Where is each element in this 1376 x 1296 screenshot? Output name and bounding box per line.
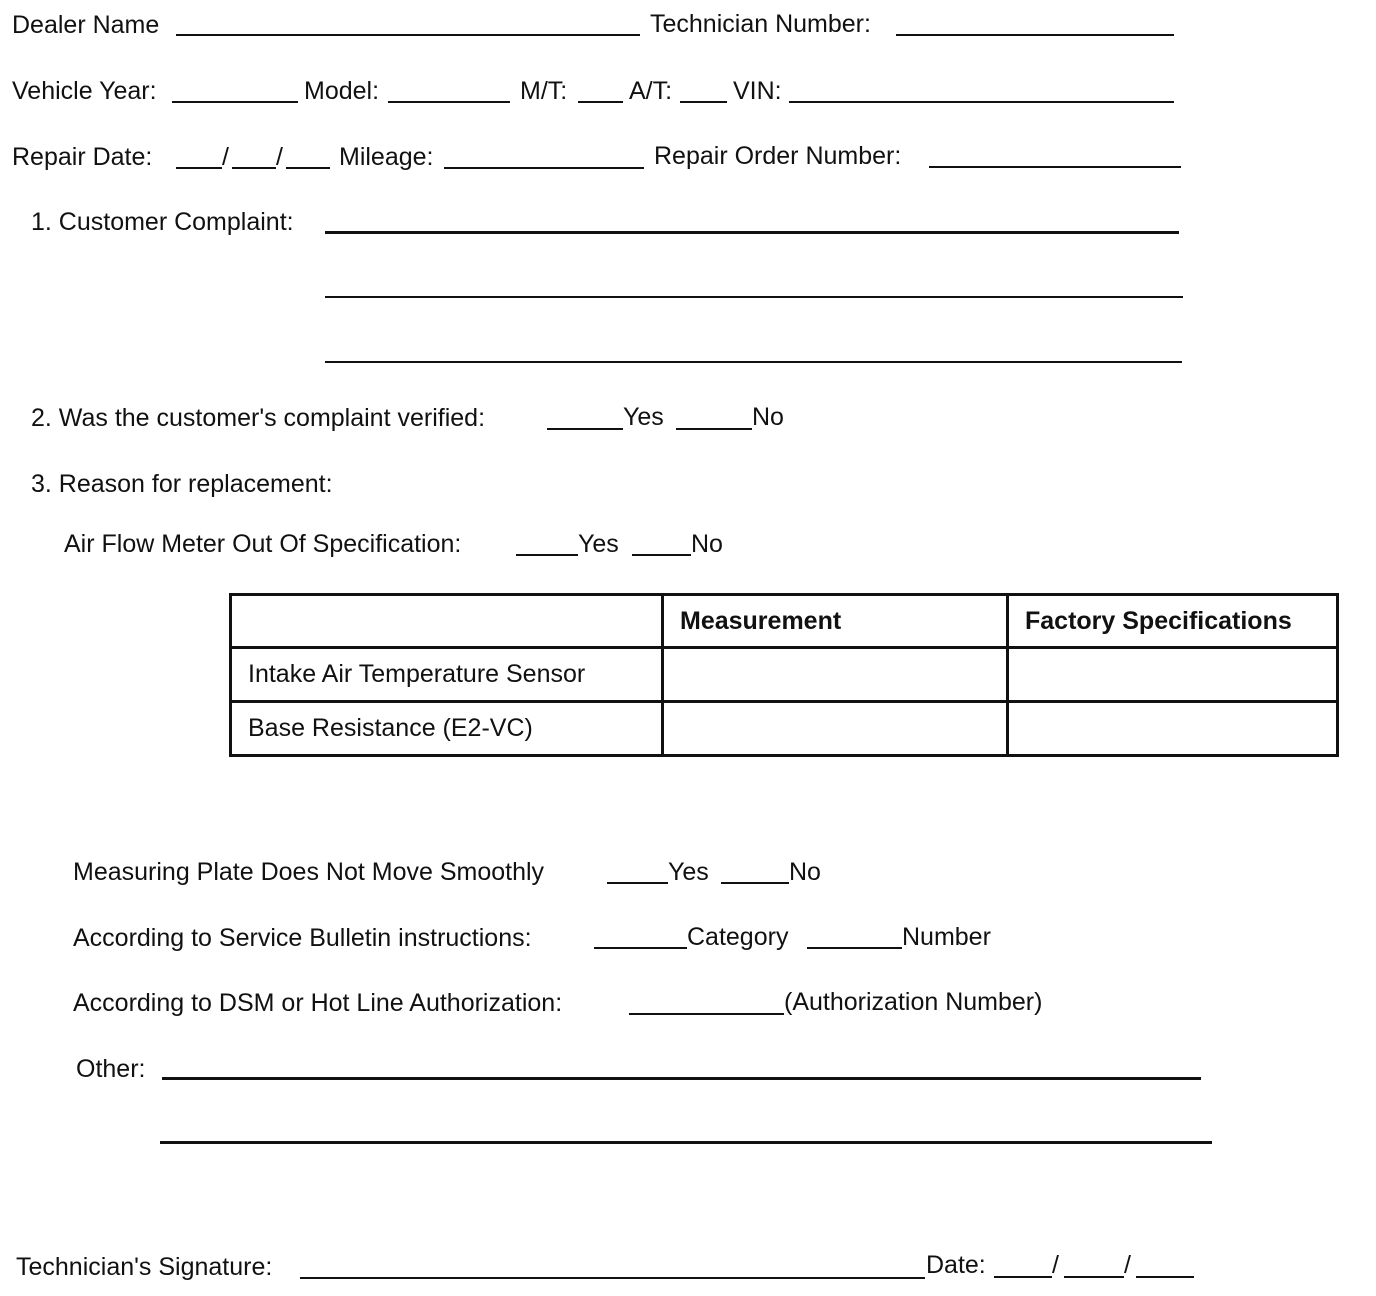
authorization-number-label: (Authorization Number) xyxy=(784,988,1043,1016)
at-field[interactable] xyxy=(680,101,727,103)
other-line-1[interactable] xyxy=(162,1077,1201,1080)
customer-complaint-line-3[interactable] xyxy=(325,361,1182,363)
signature-date-month-field[interactable] xyxy=(994,1276,1052,1278)
table-edge xyxy=(1338,648,1353,702)
measurement-table xyxy=(229,593,1353,757)
yes-label: Yes xyxy=(623,403,664,431)
table-header-factory-specs: Factory Specifications xyxy=(1008,595,1338,648)
mt-field[interactable] xyxy=(578,101,623,103)
factory-spec-cell[interactable] xyxy=(1008,648,1338,702)
complaint-verified-yes-field[interactable] xyxy=(547,428,623,430)
date-separator: / xyxy=(1052,1251,1059,1279)
measurement-cell[interactable] xyxy=(663,702,1008,756)
no-label: No xyxy=(752,403,784,431)
repair-date-month-field[interactable] xyxy=(176,167,222,169)
no-label: No xyxy=(789,858,821,886)
complaint-verified-no-field[interactable] xyxy=(676,428,752,430)
signature-date-label: Date: xyxy=(926,1251,986,1279)
technician-signature-field[interactable] xyxy=(300,1277,925,1279)
signature-date-day-field[interactable] xyxy=(1064,1276,1124,1278)
row-label: Base Resistance (E2-VC) xyxy=(231,702,663,756)
table-header-row xyxy=(231,595,1353,648)
measuring-plate-label: Measuring Plate Does Not Move Smoothly xyxy=(73,858,545,886)
measuring-plate-no-field[interactable] xyxy=(721,882,789,884)
at-label: A/T: xyxy=(629,77,673,105)
date-separator: / xyxy=(222,143,229,171)
factory-spec-cell[interactable] xyxy=(1008,702,1338,756)
reason-replacement-label: 3. Reason for replacement: xyxy=(31,470,333,498)
vin-field[interactable] xyxy=(789,101,1174,103)
date-separator: / xyxy=(276,143,283,171)
measuring-plate-yes-field[interactable] xyxy=(607,882,668,884)
customer-complaint-line-1[interactable] xyxy=(325,231,1179,234)
mileage-field[interactable] xyxy=(444,167,644,169)
repair-date-day-field[interactable] xyxy=(232,167,276,169)
mt-label: M/T: xyxy=(520,77,568,105)
vehicle-year-label: Vehicle Year: xyxy=(12,77,157,105)
table-header-measurement: Measurement xyxy=(663,595,1008,648)
category-label: Category xyxy=(687,923,789,951)
yes-label: Yes xyxy=(668,858,709,886)
bulletin-number-field[interactable] xyxy=(807,947,902,949)
customer-complaint-label: 1. Customer Complaint: xyxy=(31,208,294,236)
table-edge xyxy=(1338,595,1353,648)
air-flow-label: Air Flow Meter Out Of Specification: xyxy=(64,530,462,558)
repair-order-field[interactable] xyxy=(929,166,1181,168)
bulletin-category-field[interactable] xyxy=(594,947,687,949)
customer-complaint-line-2[interactable] xyxy=(325,296,1183,298)
technician-number-label: Technician Number: xyxy=(650,10,871,38)
other-line-2[interactable] xyxy=(160,1141,1212,1144)
date-separator: / xyxy=(1124,1251,1131,1279)
mileage-label: Mileage: xyxy=(339,143,434,171)
dealer-name-field[interactable] xyxy=(176,34,640,36)
air-flow-no-field[interactable] xyxy=(632,554,691,556)
table-header-blank xyxy=(231,595,663,648)
table-row xyxy=(231,702,1353,756)
model-label: Model: xyxy=(304,77,380,105)
vin-label: VIN: xyxy=(733,77,782,105)
table-edge xyxy=(1338,702,1353,756)
row-label: Intake Air Temperature Sensor xyxy=(231,648,663,702)
dsm-authorization-label: According to DSM or Hot Line Authorization: xyxy=(73,989,563,1017)
repair-date-label: Repair Date: xyxy=(12,143,153,171)
signature-date-year-field[interactable] xyxy=(1136,1276,1194,1278)
complaint-verified-label: 2. Was the customer's complaint verified: xyxy=(31,404,486,432)
yes-label: Yes xyxy=(578,530,619,558)
air-flow-yes-field[interactable] xyxy=(516,554,578,556)
authorization-number-field[interactable] xyxy=(629,1013,784,1015)
repair-order-label: Repair Order Number: xyxy=(654,142,902,170)
vehicle-year-field[interactable] xyxy=(172,101,298,103)
repair-date-year-field[interactable] xyxy=(286,167,330,169)
number-label: Number xyxy=(902,923,991,951)
model-field[interactable] xyxy=(388,101,510,103)
measurement-cell[interactable] xyxy=(663,648,1008,702)
service-bulletin-label: According to Service Bulletin instructions: xyxy=(73,924,532,952)
technician-signature-label: Technician's Signature: xyxy=(16,1253,273,1281)
dealer-name-label: Dealer Name xyxy=(12,11,160,39)
other-label: Other: xyxy=(76,1055,146,1083)
technician-number-field[interactable] xyxy=(896,34,1174,36)
no-label: No xyxy=(691,530,723,558)
table-row xyxy=(231,648,1353,702)
